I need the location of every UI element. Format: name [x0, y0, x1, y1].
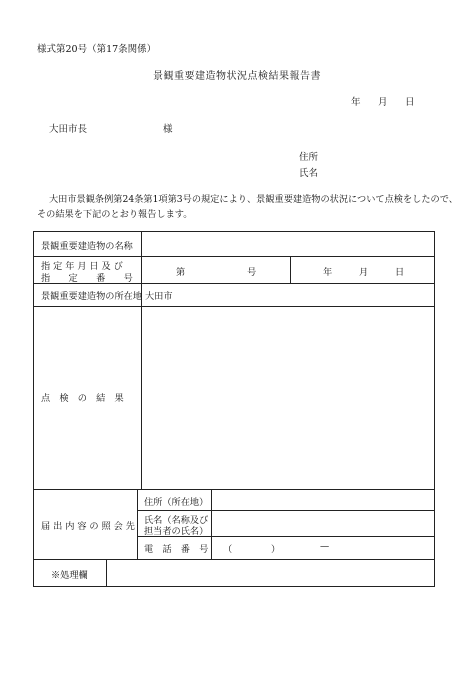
addressee: 大田市長 [49, 124, 88, 135]
designation-no-suffix: 号 [247, 267, 257, 278]
processing-label: ※処理欄 [51, 570, 88, 581]
date-day-label: 日 [405, 97, 415, 108]
designation-no-prefix: 第 [176, 267, 186, 278]
contact-name-label-1: 氏名（名称及び [144, 515, 209, 526]
contact-name-label-2: 担当者の氏名） [144, 526, 209, 537]
contact-address-field[interactable] [212, 490, 434, 509]
location-label: 景観重要建造物の所在地 [41, 291, 143, 302]
applicant-address-label: 住所 [299, 152, 319, 163]
report-form-table [33, 231, 435, 587]
designation-date-label: 指 定 年 月 日 及 び [41, 261, 123, 272]
phone-dash: — [320, 541, 330, 552]
building-name-label: 景観重要建造物の名称 [41, 241, 133, 252]
designation-number-label: 指 定 番 号 [41, 273, 133, 284]
designation-number-field[interactable] [142, 257, 289, 282]
addressee-honorific: 様 [163, 124, 173, 135]
date-month-label: 月 [378, 97, 388, 108]
contact-label: 届 出 内 容 の 照 会 先 [41, 521, 135, 532]
contact-phone-label: 電 話 番 号 [144, 544, 209, 555]
document-title: 景観重要建造物状況点検結果報告書 [153, 71, 321, 82]
inspection-result-field[interactable] [142, 307, 434, 488]
inspection-result-label: 点 検 の 結 果 [41, 393, 124, 404]
contact-name-field[interactable] [212, 511, 434, 535]
phone-open-paren: （ [223, 544, 233, 555]
phone-close-paren: ） [271, 544, 281, 555]
intro-text-line-1: 大田市景観条例第24条第1項第3号の規定により、景観重要建造物の状況について点検をしたので、 [49, 194, 458, 205]
contact-address-label: 住所（所在地） [144, 497, 209, 508]
form-number-label: 様式第20号（第17条関係） [37, 44, 157, 55]
intro-text-line-2: その結果を下記のとおり報告します。 [37, 209, 193, 220]
building-name-field[interactable] [142, 233, 434, 255]
location-value: 大田市 [145, 291, 173, 302]
applicant-name-label: 氏名 [299, 168, 319, 179]
designation-month-label: 月 [359, 267, 369, 278]
designation-year-label: 年 [323, 267, 333, 278]
date-year-label: 年 [351, 97, 361, 108]
processing-field[interactable] [107, 560, 434, 585]
designation-day-label: 日 [395, 267, 405, 278]
